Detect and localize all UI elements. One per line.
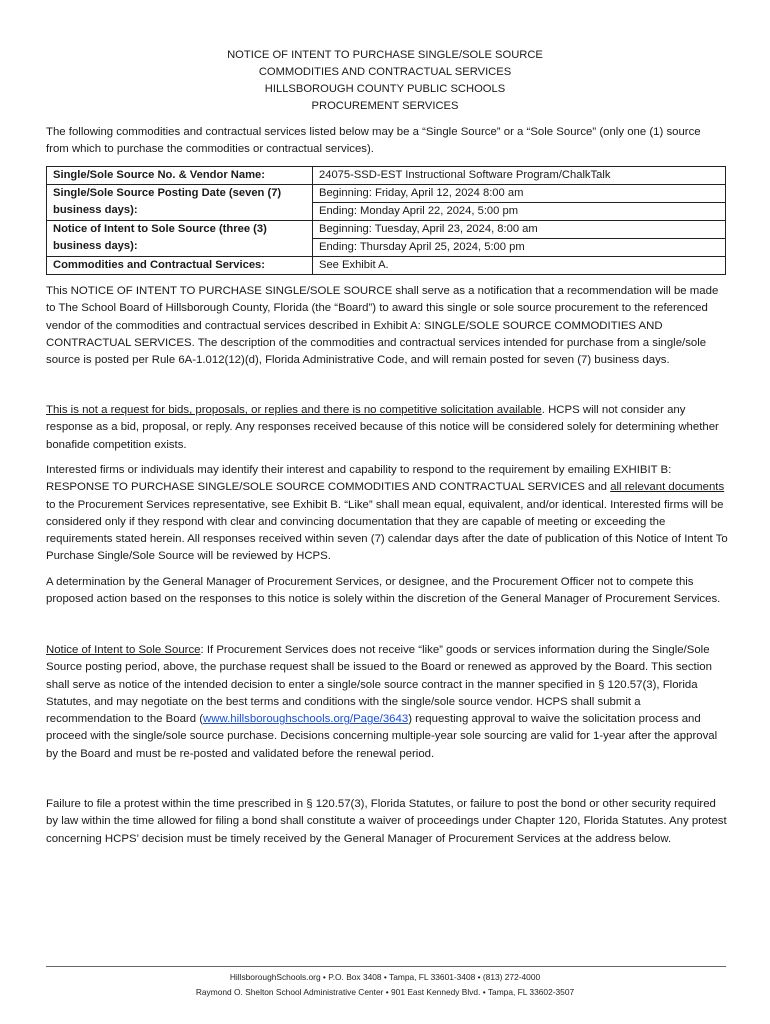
text-span: . HCPS will not consider any response as a bid, proposal, or reply. Any responses received because of this notice will be considered solely for determining whether bonafide competition exists.: [46, 404, 719, 451]
paragraph-interested-firms: [46, 462, 728, 566]
commodities-value: See Exhibit A.: [313, 257, 726, 275]
text-span: Interested firms or individuals may identify their interest and capability to respond to the requirement by emailing EXHIBIT B: RESPONSE TO PURCHASE SINGLE/SOLE SOURCE COMMODITIES AND CONTRACTUAL SERVICES and: [46, 464, 672, 494]
paragraph-text: Failure to file a protest within the time prescribed in § 120.57(3), Florida Statutes, or failure to post the bond or other security required by law within the time allowed for filing a bond shall constitute a waiver of proceedings under Chapter 120, Florida Statutes. Any protest concerning HCPS’ decision must be timely received by the General Manager of Procurement Services at the address below.: [46, 798, 727, 845]
document-header: [0, 47, 770, 115]
paragraph-text: [46, 402, 728, 454]
intro-paragraph: The following commodities and contractual services listed below may be a “Single Source” or a “Sole Source” (only one (1) source from which to purchase the commodities or contractual services).: [46, 126, 701, 155]
table-row: [47, 221, 726, 239]
intent-label: Notice of Intent to Sole Source (three (3) business days):: [47, 221, 313, 257]
underlined-text: all relevant documents: [610, 481, 725, 494]
paragraph-not-request: [46, 402, 728, 454]
footer-line-1: HillsboroughSchools.org • P.O. Box 3408 • Tampa, FL 33601-3408 • (813) 272-4000: [229, 972, 541, 982]
paragraph-text: This NOTICE OF INTENT TO PURCHASE SINGLE/SOLE SOURCE shall serve as a notification that a recommendation will be made to The School Board of Hillsborough County, Florida (the “Board”) to award this single or sole source procurement to the referenced vendor of the commodities and contractual services described in Exhibit A: SINGLE/SOLE SOURCE COMMODITIES AND CONTRACTUAL SERVICES. The description of the commodities and contractual services intended for purchase from a single/sole source is posted per Rule 6A-1.012(12)(d), Florida Administrative Code, and will remain posted for seven (7) business days.: [46, 285, 719, 367]
intent-begin-value: Beginning: Tuesday, April 23, 2024, 8:00 am: [313, 221, 726, 239]
paragraph-notification: [46, 283, 728, 369]
title-line-1: NOTICE OF INTENT TO PURCHASE SINGLE/SOLE SOURCE: [227, 49, 543, 61]
underlined-text: Notice of Intent to Sole Source: [46, 644, 201, 656]
org-line-1: HILLSBOROUGH COUNTY PUBLIC SCHOOLS: [264, 83, 506, 95]
underlined-text: This is not a request for bids, proposals, or replies and there is no competitive solicitation available: [46, 404, 542, 416]
paragraph-protest: [46, 796, 728, 848]
paragraph-text: [46, 462, 728, 566]
footer-divider: [46, 966, 726, 967]
table-row: [47, 167, 726, 185]
text-span: to the Procurement Services representative, see Exhibit B. “Like” shall mean equal, equivalent, and/or identical. Interested firms will be considered only if they respond with clear and convincing documentation that they are capable of meeting or exceeding the requirements stated herein. All responses received within seven (7) calendar days after the date of publication of this Notice of Intent To Purchase Single/Sole Source will be reviewed by HCPS.: [46, 498, 728, 563]
posting-end-value: Ending: Monday April 22, 2024, 5:00 pm: [313, 203, 726, 221]
text-span: : If Procurement Services does not receive “like” goods or services information during the Single/Sole Source posting period, above, the purchase request shall be issued to the Board or renewed as approved by the Board. This section shall serve as notice of the intended decision to enter a single/sole source contract in the manner specified in § 120.57(3), Florida Statutes, and may negotiate on the best terms and conditions with the single/sole source vendor. HCPS shall submit a recommendation to the Board (: [46, 644, 712, 726]
paragraph-text: [46, 642, 728, 763]
paragraph-determination: [46, 574, 728, 609]
vendor-value: 24075-SSD-EST Instructional Software Program/ChalkTalk: [313, 167, 726, 185]
text-span: ) requesting approval to waive the solicitation process and proceed with the single/sole source purchase. Decisions concerning multiple-year sole sourcing are valid for 1-year after the approval by the Board and must be re-posted and validated before the renewal period.: [46, 713, 718, 760]
source-info-table: [46, 166, 726, 275]
commodities-label: Commodities and Contractual Services:: [47, 257, 313, 275]
posting-date-label: Single/Sole Source Posting Date (seven (7) business days):: [47, 185, 313, 221]
org-line-2: PROCUREMENT SERVICES: [311, 100, 459, 112]
footer-line-2: Raymond O. Shelton School Administrative Center • 901 East Kennedy Blvd. • Tampa, FL 33602-3507: [195, 987, 575, 997]
paragraph-text: A determination by the General Manager of Procurement Services, or designee, and the Procurement Officer not to compete this proposed action based on the responses to this notice is solely within the discretion of the General Manager of Procurement Services.: [46, 576, 721, 606]
document-footer: [0, 970, 770, 1000]
table-row: [47, 257, 726, 275]
board-page-link[interactable]: www.hillsboroughschools.org/Page/3643: [203, 713, 409, 726]
posting-begin-value: Beginning: Friday, April 12, 2024 8:00 am: [313, 185, 726, 203]
intent-end-value: Ending: Thursday April 25, 2024, 5:00 pm: [313, 239, 726, 257]
paragraph-intent-sole-source: [46, 642, 728, 763]
vendor-label: Single/Sole Source No. & Vendor Name:: [47, 167, 313, 185]
table-row: [47, 185, 726, 203]
title-line-2: COMMODITIES AND CONTRACTUAL SERVICES: [258, 66, 512, 78]
